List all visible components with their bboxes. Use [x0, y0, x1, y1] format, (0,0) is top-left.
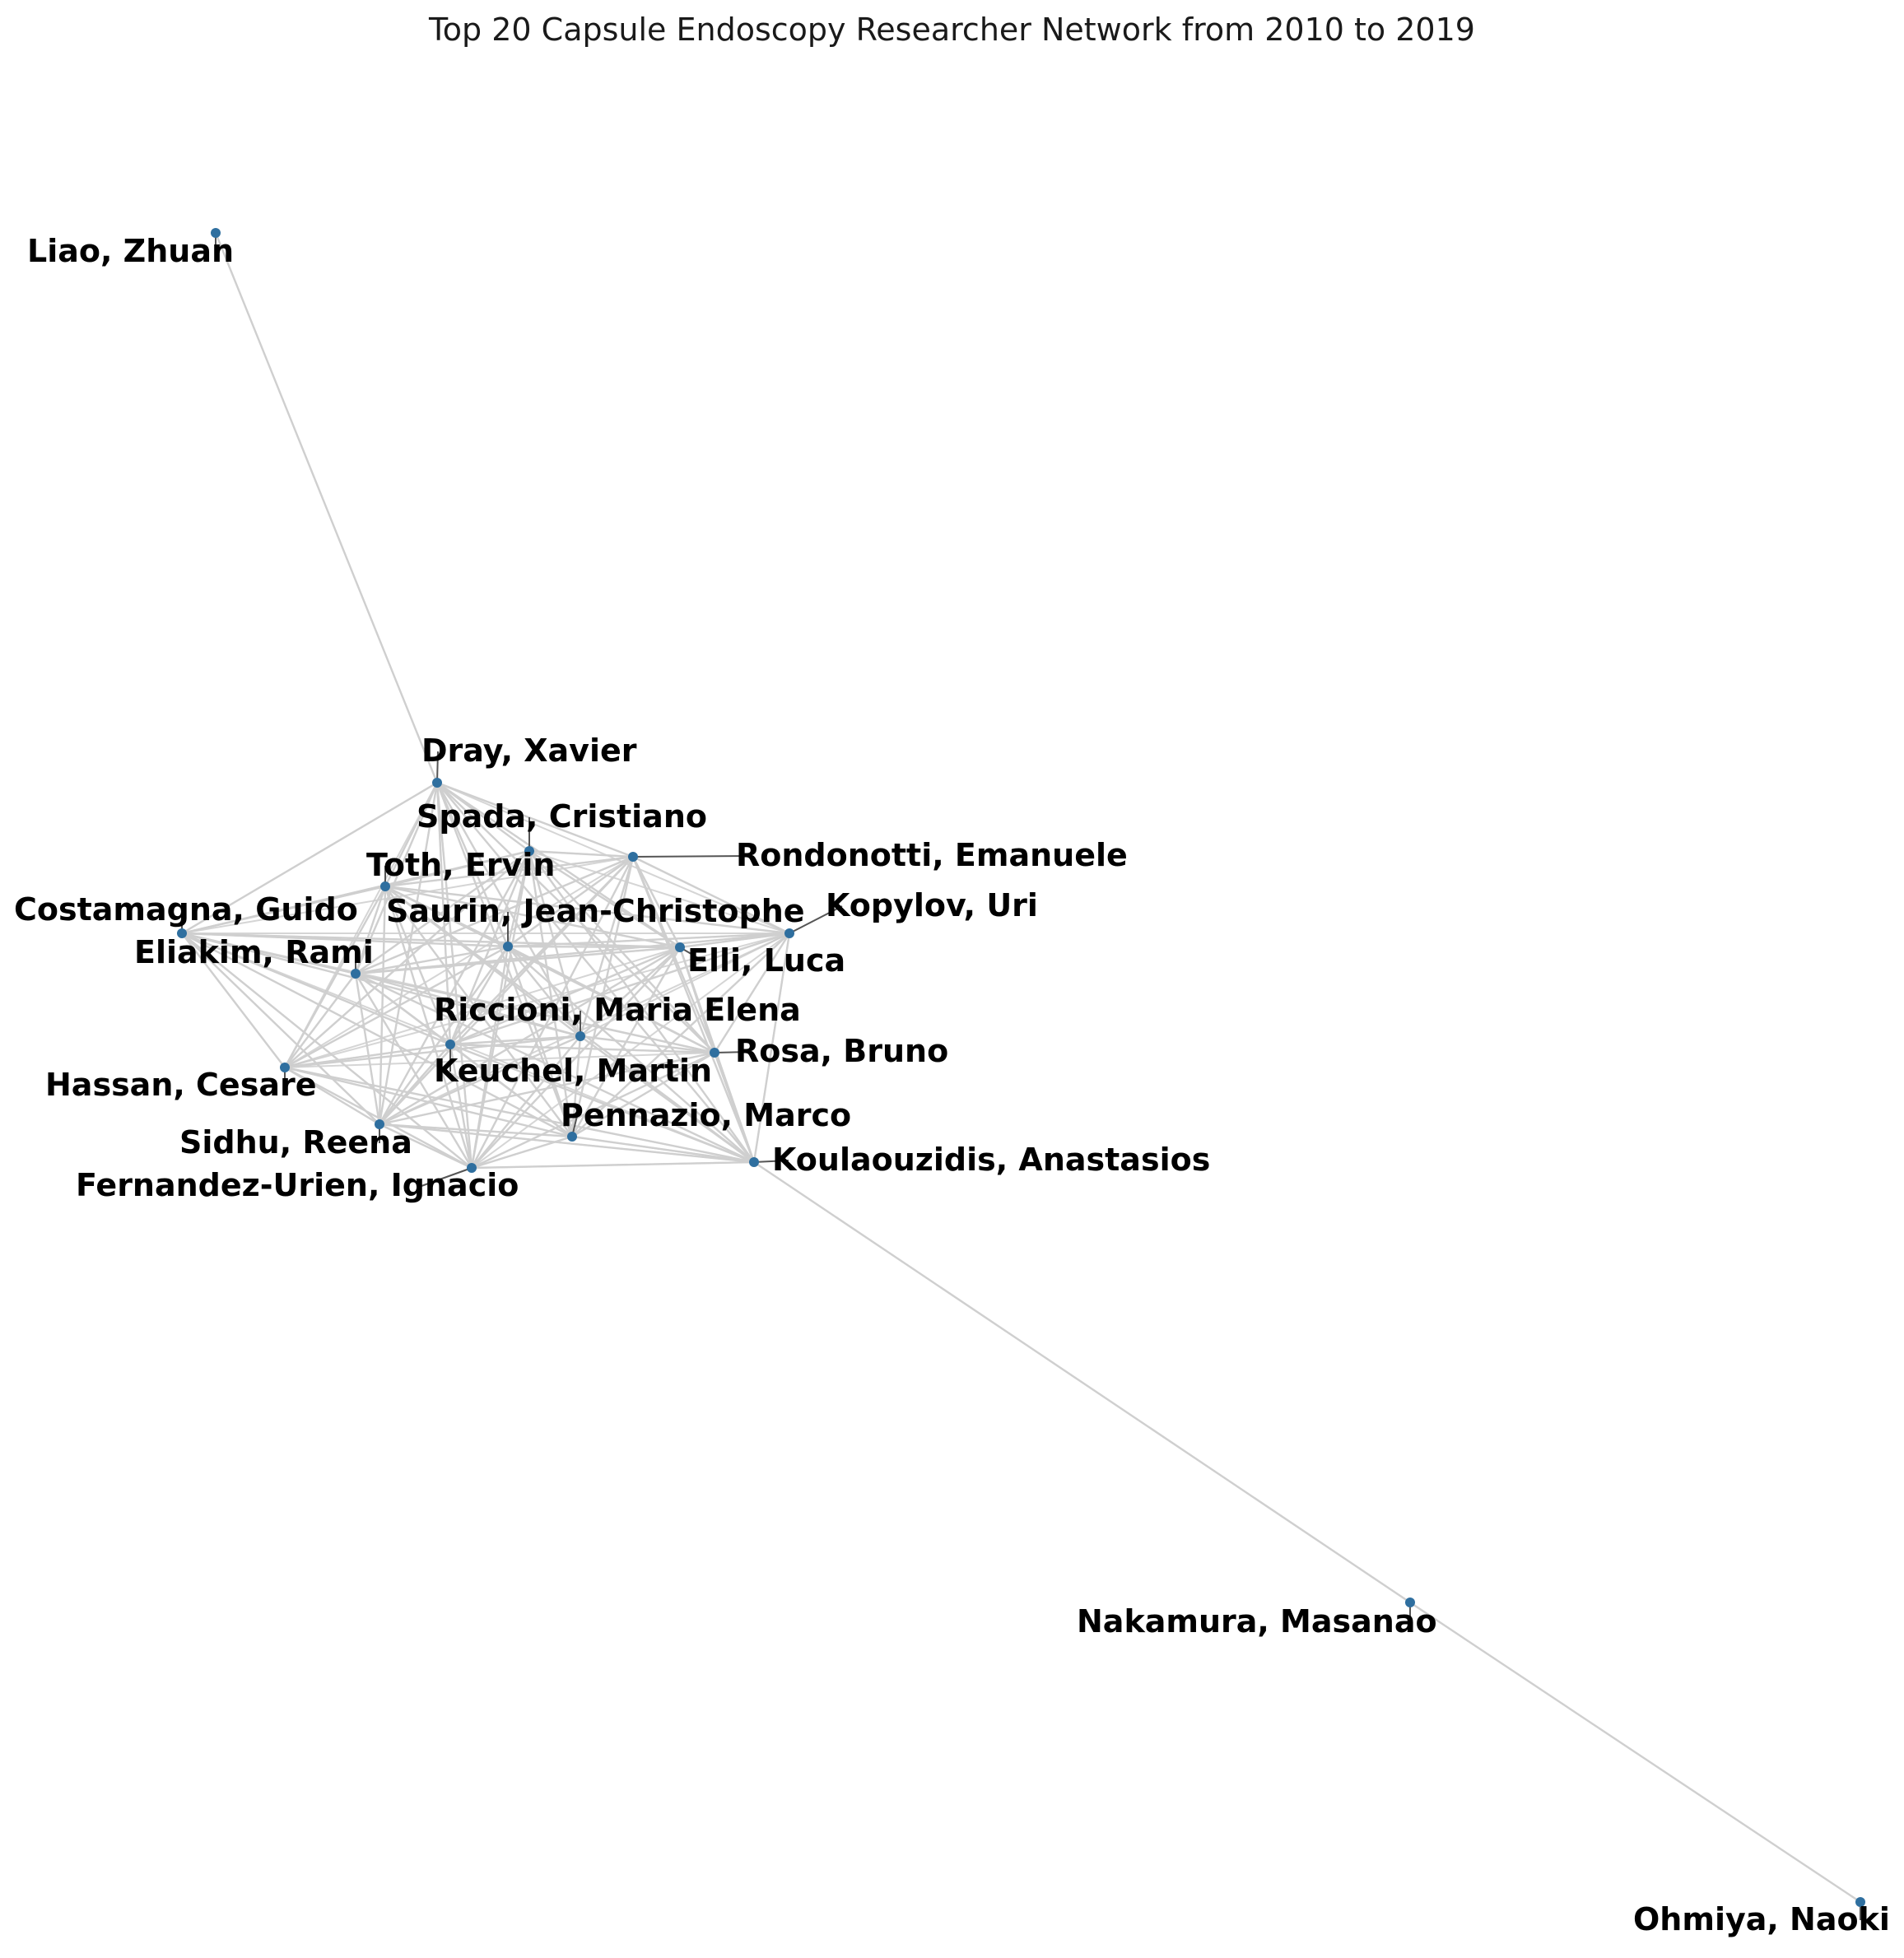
node-label-elli-luca: Elli, Luca [687, 942, 846, 979]
label-leader-rondonotti [633, 856, 752, 857]
node-keuchel-martin [445, 1039, 455, 1049]
node-label-dray-xavier: Dray, Xavier [421, 733, 637, 769]
node-koulaouzidis-anastasios [749, 1157, 759, 1167]
node-label-pennazio-marco: Pennazio, Marco [561, 1097, 852, 1133]
node-kopylov-uri [784, 928, 794, 938]
chart-title: Top 20 Capsule Endoscopy Researcher Network from 2010 to 2019 [429, 12, 1475, 48]
node-label-liao-zhuan: Liao, Zhuan [27, 233, 235, 269]
node-label-ohmiya-naoki: Ohmiya, Naoki [1633, 1901, 1890, 1937]
node-label-keuchel-martin: Keuchel, Martin [434, 1053, 713, 1089]
node-label-fernandez-urien-ignacio: Fernandez-Urien, Ignacio [76, 1167, 519, 1203]
node-label-hassan-cesare: Hassan, Cesare [45, 1067, 317, 1103]
edge-koulaouzidis-nakamura [754, 1162, 1410, 1602]
node-rondonotti-emanuele [628, 852, 638, 862]
edge-saurin-sidhu [379, 946, 508, 1124]
edge-eliakim-hassan [285, 974, 356, 1067]
node-label-rondonotti-emanuele: Rondonotti, Emanuele [736, 837, 1128, 873]
edge-eliakim-sidhu [356, 974, 379, 1124]
node-dray-xavier [432, 778, 442, 788]
edge-liao-dray [216, 233, 437, 783]
edge-toth-sidhu [379, 886, 385, 1124]
node-label-toth-ervin: Toth, Ervin [366, 847, 556, 883]
node-label-kopylov-uri: Kopylov, Uri [826, 887, 1038, 923]
node-label-riccioni-maria-elena: Riccioni, Maria Elena [434, 992, 801, 1028]
edge-nakamura-ohmiya [1410, 1602, 1860, 1902]
node-label-costamagna-guido: Costamagna, Guido [14, 891, 358, 928]
node-label-nakamura-masanao: Nakamura, Masanao [1077, 1603, 1437, 1639]
node-elli-luca [675, 942, 685, 952]
node-riccioni-maria-elena [575, 1031, 585, 1041]
node-label-koulaouzidis-anastasios: Koulaouzidis, Anastasios [772, 1142, 1211, 1178]
node-label-saurin-jean-christophe: Saurin, Jean-Christophe [386, 893, 805, 929]
node-label-sidhu-reena: Sidhu, Reena [179, 1124, 412, 1160]
node-label-eliakim-rami: Eliakim, Rami [134, 934, 374, 970]
node-label-rosa-bruno: Rosa, Bruno [735, 1033, 949, 1069]
node-saurin-jean-christophe [503, 942, 513, 951]
node-label-spada-cristiano: Spada, Cristiano [417, 798, 707, 835]
